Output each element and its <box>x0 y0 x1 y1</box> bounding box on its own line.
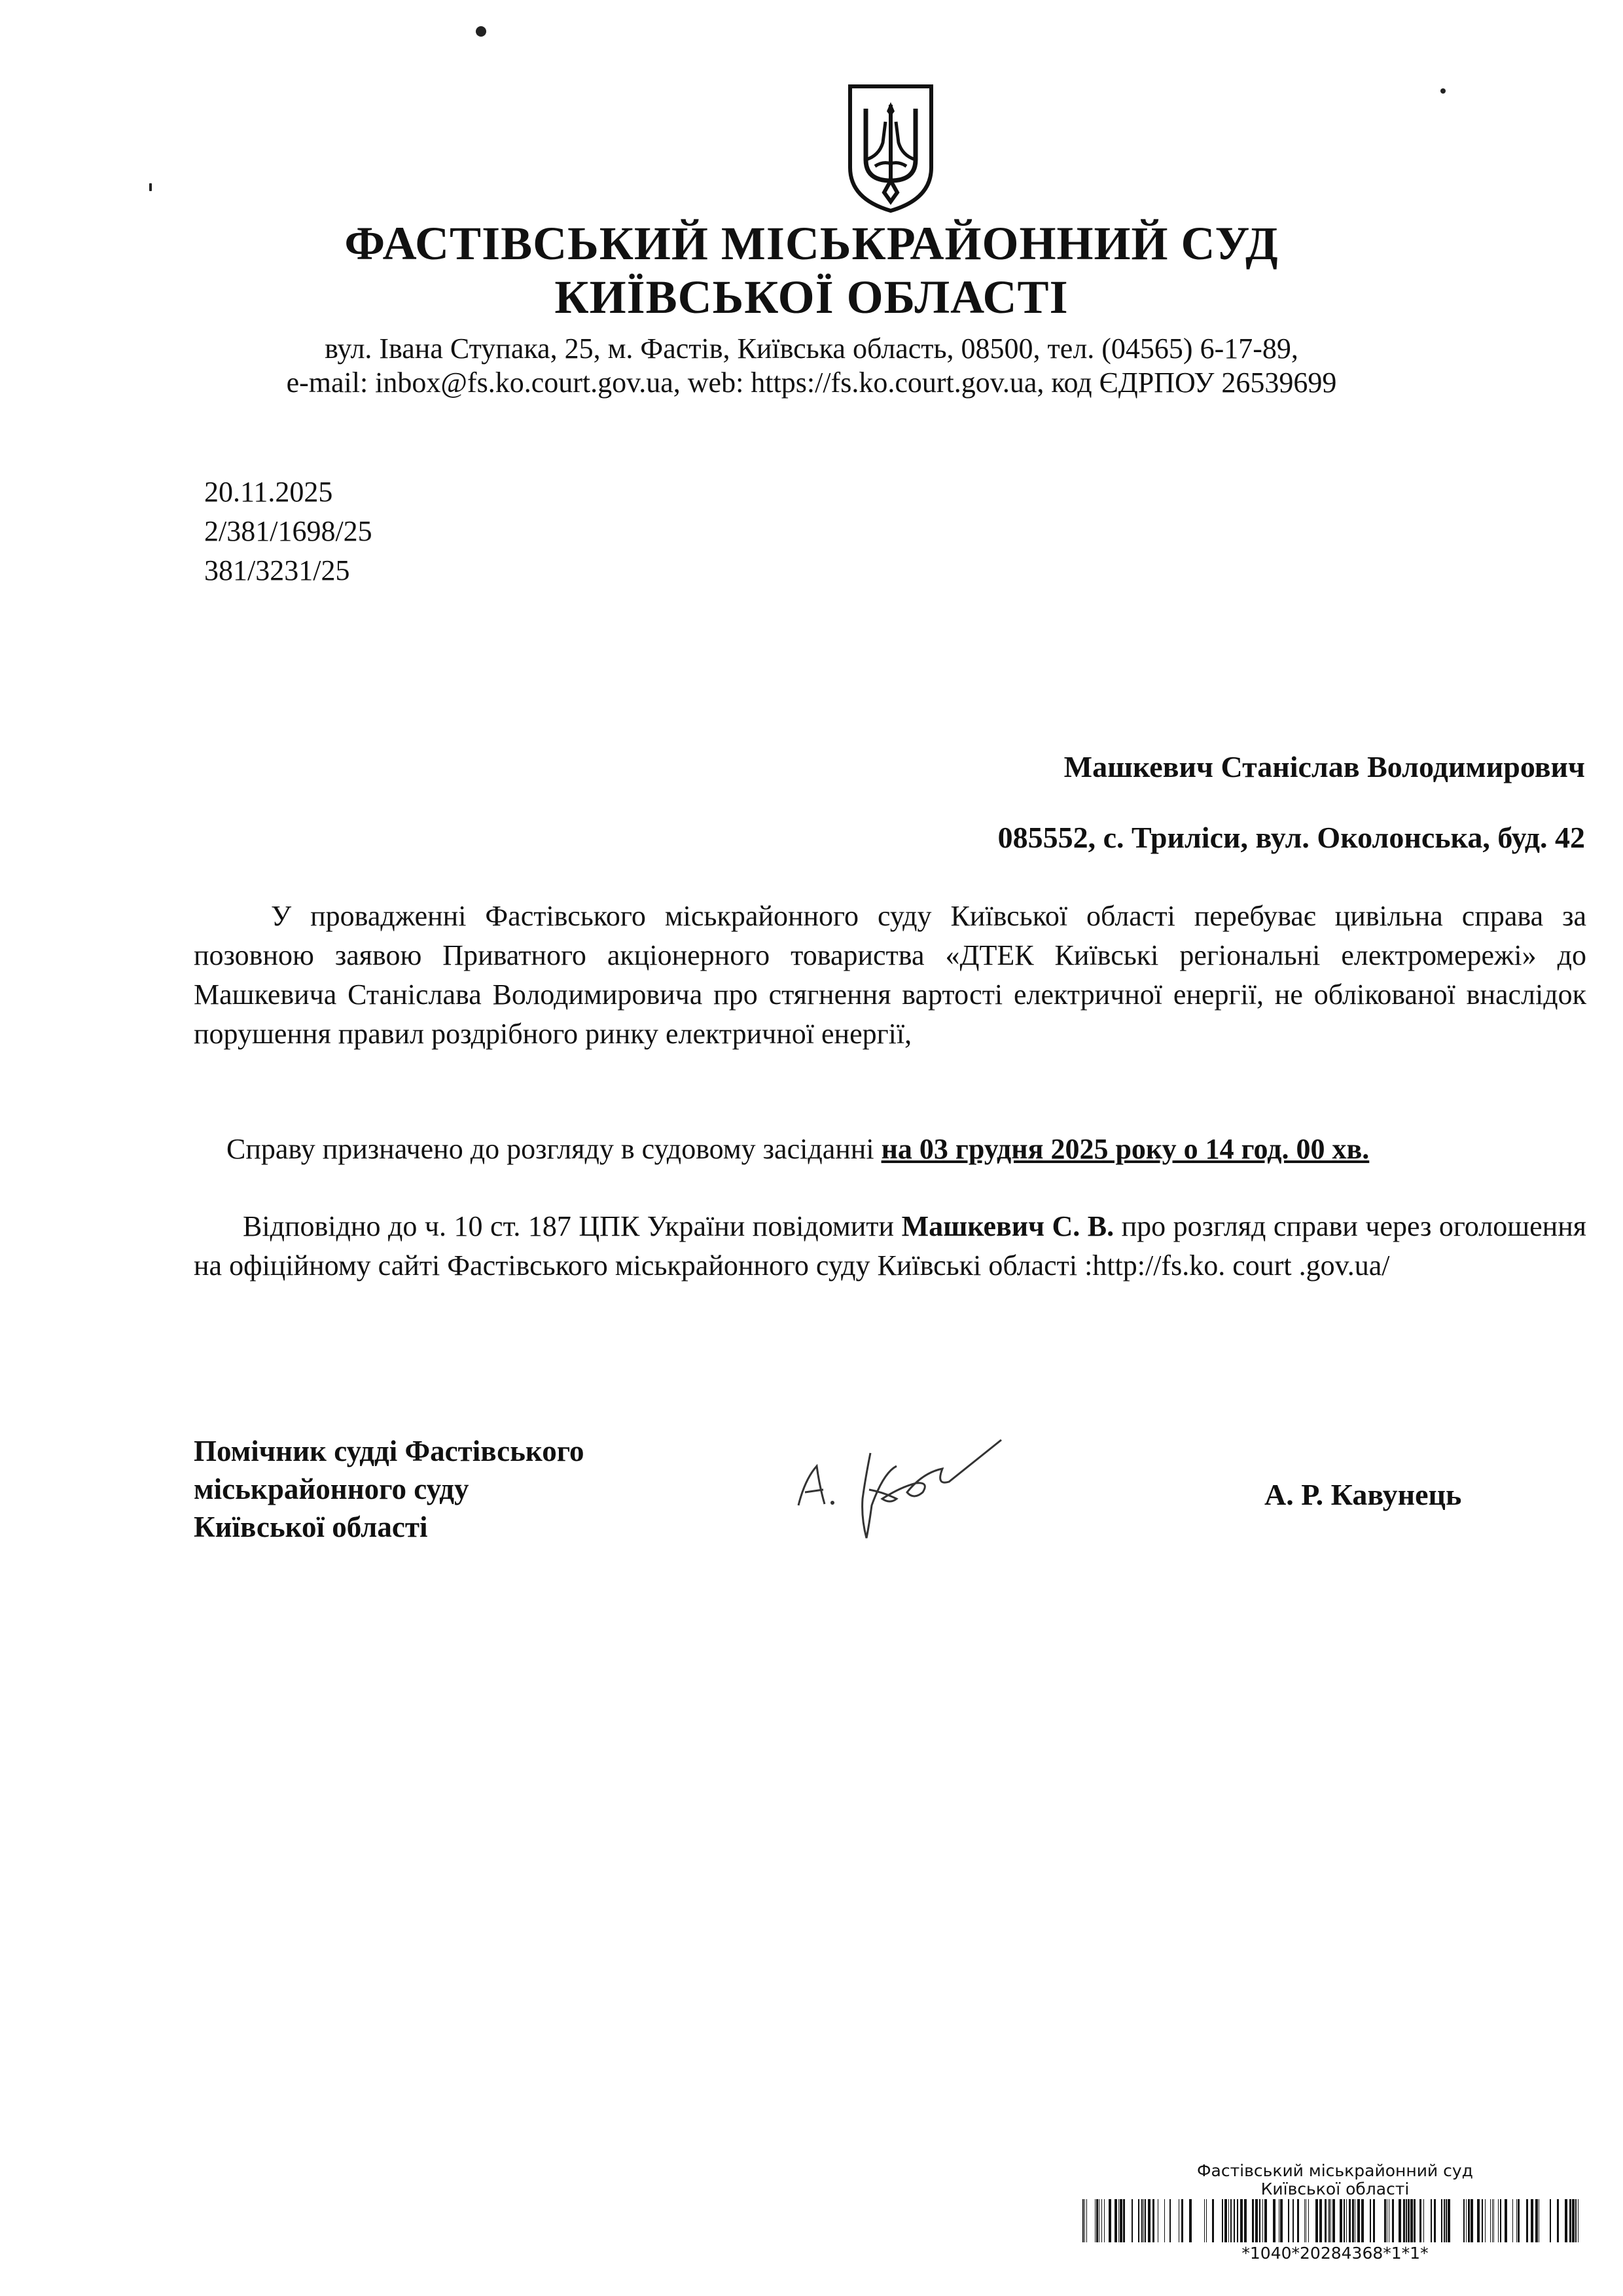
hearing-date: на 03 грудня 2025 року о 14 год. 00 хв. <box>881 1133 1370 1165</box>
recipient-name: Машкевич Станіслав Володимирович <box>1063 750 1585 783</box>
barcode-bar <box>1370 2199 1371 2242</box>
barcode-bar <box>1273 2199 1275 2242</box>
scan-speck <box>1440 88 1446 94</box>
trident-coat-of-arms-icon <box>846 82 935 213</box>
barcode-bar <box>1485 2199 1486 2242</box>
barcode-bar <box>1288 2199 1289 2242</box>
barcode-bar <box>1152 2199 1154 2242</box>
case-description-paragraph <box>194 897 1586 1054</box>
footer-org-line1: Фастівський міськрайонний суд <box>1197 2161 1473 2180</box>
barcode-bar <box>1189 2199 1192 2242</box>
barcode-bar <box>1293 2199 1294 2242</box>
barcode-bar <box>1297 2199 1299 2242</box>
barcode-bar <box>1550 2199 1551 2242</box>
barcode-bar <box>1410 2199 1413 2242</box>
barcode-bar <box>1392 2199 1394 2242</box>
notice-paragraph <box>194 1207 1586 1285</box>
barcode-bar <box>1565 2199 1567 2242</box>
barcode-bar <box>1516 2199 1517 2242</box>
barcode-bar <box>1222 2199 1223 2242</box>
court-contacts: e-mail: inbox@fs.ko.court.gov.ua, web: https://fs.ko.court.gov.ua, код ЄДРПОУ 26539699 <box>286 367 1337 399</box>
barcode-bar <box>1237 2199 1238 2242</box>
barcode-bar <box>1575 2199 1577 2242</box>
barcode-bar <box>1315 2199 1318 2242</box>
barcode-bar <box>1145 2199 1146 2242</box>
barcode-bar <box>1230 2199 1232 2242</box>
barcode-bar <box>1399 2199 1401 2242</box>
barcode-bar <box>1531 2199 1533 2242</box>
barcode-bar <box>1228 2199 1229 2242</box>
hearing-paragraph <box>194 1130 1586 1169</box>
barcode-bar <box>1346 2199 1347 2242</box>
court-name-line1: ФАСТІВСЬКИЙ МІСЬКРАЙОННИЙ СУД <box>344 217 1279 270</box>
barcode-bar <box>1434 2199 1436 2242</box>
barcode-bar <box>1224 2199 1227 2242</box>
signatory-position-line1: Помічник судді Фастівського <box>194 1435 584 1467</box>
barcode-bar <box>1414 2199 1416 2242</box>
barcode-bar <box>1206 2199 1207 2242</box>
barcode-bar <box>1471 2199 1473 2242</box>
barcode-bar <box>1505 2199 1507 2242</box>
signatory-position-line2: міськрайонного суду <box>194 1473 469 1505</box>
barcode-bar <box>1115 2199 1117 2242</box>
barcode-bar <box>1557 2199 1559 2242</box>
barcode-bar <box>1419 2199 1421 2242</box>
barcode-bar <box>1448 2199 1450 2242</box>
court-address: вул. Івана Ступака, 25, м. Фастів, Київська область, 08500, тел. (04565) 6-17-89, <box>325 332 1298 365</box>
barcode-bar <box>1138 2199 1139 2242</box>
hearing-lead-text: Справу призначено до розгляду в судовому засіданні <box>226 1133 882 1165</box>
barcode-bar <box>1244 2199 1247 2242</box>
barcode-bar <box>1255 2199 1258 2242</box>
barcode-bar <box>1332 2199 1335 2242</box>
barcode-bar <box>1280 2199 1283 2242</box>
barcode-bar <box>1357 2199 1360 2242</box>
case-description-text: У провадженні Фастівського міськрайонного суду Київської області перебуває цивільна справа за позовною заявою Приватного акціонерного товариства «ДТЕК Київські регіональні електромережі» до Машкевича Станіслава Володимировича про стягнення вартості електричної енергії, не облікованої внаслідок порушення правил роздрібного ринку електричної енергії, <box>194 900 1586 1050</box>
barcode-bar <box>1349 2199 1351 2242</box>
signatory-position <box>194 1432 584 1546</box>
barcode-bar <box>1141 2199 1143 2242</box>
barcode-bar <box>1325 2199 1327 2242</box>
barcode-bar <box>1240 2199 1243 2242</box>
scan-speck <box>149 183 152 191</box>
barcode-bar <box>1082 2199 1084 2242</box>
handwritten-signature <box>785 1427 1021 1558</box>
barcode-bar <box>1169 2199 1171 2242</box>
barcode-bar <box>1262 2199 1263 2242</box>
barcode-bar <box>1319 2199 1322 2242</box>
barcode-bar <box>1086 2199 1087 2242</box>
document-date: 20.11.2025 <box>204 476 333 508</box>
barcode-bar <box>1308 2199 1309 2242</box>
barcode-bar <box>1132 2199 1133 2242</box>
barcode-bar <box>1572 2199 1575 2242</box>
case-number: 2/381/1698/25 <box>204 515 372 547</box>
barcode-bar <box>1535 2199 1538 2242</box>
barcode-bar <box>1526 2199 1528 2242</box>
barcode-bar <box>1498 2199 1499 2242</box>
recipient-address: 085552, с. Триліси, вул. Околонська, буд. 42 <box>997 821 1585 854</box>
barcode-bar <box>1118 2199 1119 2242</box>
barcode-bar <box>1431 2199 1432 2242</box>
barcode-bar <box>1104 2199 1105 2242</box>
barcode-bar <box>1403 2199 1405 2242</box>
barcode-bar <box>1109 2199 1111 2242</box>
footer-org-line2: Київської області <box>1260 2179 1410 2198</box>
barcode-bar <box>1423 2199 1424 2242</box>
barcode-number: *1040*20284368*1*1* <box>1241 2244 1429 2263</box>
barcode-bar <box>1569 2199 1571 2242</box>
barcode-bar <box>1234 2199 1235 2242</box>
barcode-bar <box>1408 2199 1410 2242</box>
barcode-bar <box>1477 2199 1480 2242</box>
proceeding-number: 381/3231/25 <box>204 554 350 586</box>
barcode-bar <box>1259 2199 1260 2242</box>
barcode-bar <box>1148 2199 1150 2242</box>
barcode-bar <box>1340 2199 1342 2242</box>
barcode-bar <box>1406 2199 1407 2242</box>
signatory-position-line3: Київської області <box>194 1511 428 1543</box>
barcode-bar <box>1084 2199 1085 2242</box>
barcode-bar <box>1330 2199 1331 2242</box>
barcode-bar <box>1446 2199 1447 2242</box>
barcode-bar <box>1466 2199 1467 2242</box>
barcode-bar <box>1352 2199 1354 2242</box>
notice-defendant-name: Машкевич С. В. <box>901 1210 1115 1242</box>
barcode-bar <box>1204 2199 1205 2242</box>
scan-speck <box>476 26 486 37</box>
barcode-bar <box>1344 2199 1345 2242</box>
barcode-bar <box>1164 2199 1165 2242</box>
barcode-bar <box>1512 2199 1513 2242</box>
barcode-bar <box>1482 2199 1483 2242</box>
barcode-bar <box>1463 2199 1465 2242</box>
barcode-bar <box>1120 2199 1122 2242</box>
barcode-bar <box>1123 2199 1125 2242</box>
barcode-bar <box>1212 2199 1214 2242</box>
barcode-bar <box>1095 2199 1096 2242</box>
barcode <box>1080 2199 1584 2245</box>
notice-rest-text: про розгляд справи через оголошення на офіційному сайті Фастівського міськрайонного суду Київські області :http://fs.ko. court .gov.ua/ <box>194 1210 1586 1282</box>
barcode-bar <box>1373 2199 1375 2242</box>
signatory-name: А. Р. Кавунець <box>1264 1478 1462 1511</box>
barcode-bar <box>1101 2199 1102 2242</box>
barcode-bar <box>1361 2199 1364 2242</box>
barcode-bar <box>1444 2199 1445 2242</box>
barcode-bar <box>1384 2199 1386 2242</box>
barcode-bar <box>1441 2199 1442 2242</box>
barcode-bar <box>1143 2199 1144 2242</box>
barcode-bar <box>1304 2199 1305 2242</box>
barcode-bar <box>1500 2199 1501 2242</box>
barcode-bar <box>1518 2199 1520 2242</box>
barcode-bar <box>1490 2199 1491 2242</box>
barcode-bar <box>1096 2199 1098 2242</box>
barcode-bar <box>1329 2199 1330 2242</box>
barcode-bar <box>1181 2199 1183 2242</box>
barcode-bar <box>1492 2199 1493 2242</box>
barcode-bar <box>1264 2199 1267 2242</box>
barcode-bar <box>1468 2199 1470 2242</box>
notice-lead-text: Відповідно до ч. 10 ст. 187 ЦПК України повідомити <box>243 1210 902 1242</box>
court-name-line2: КИЇВСЬКОЇ ОБЛАСТІ <box>554 271 1069 323</box>
barcode-bar <box>1252 2199 1254 2242</box>
barcode-bar <box>1493 2199 1494 2242</box>
